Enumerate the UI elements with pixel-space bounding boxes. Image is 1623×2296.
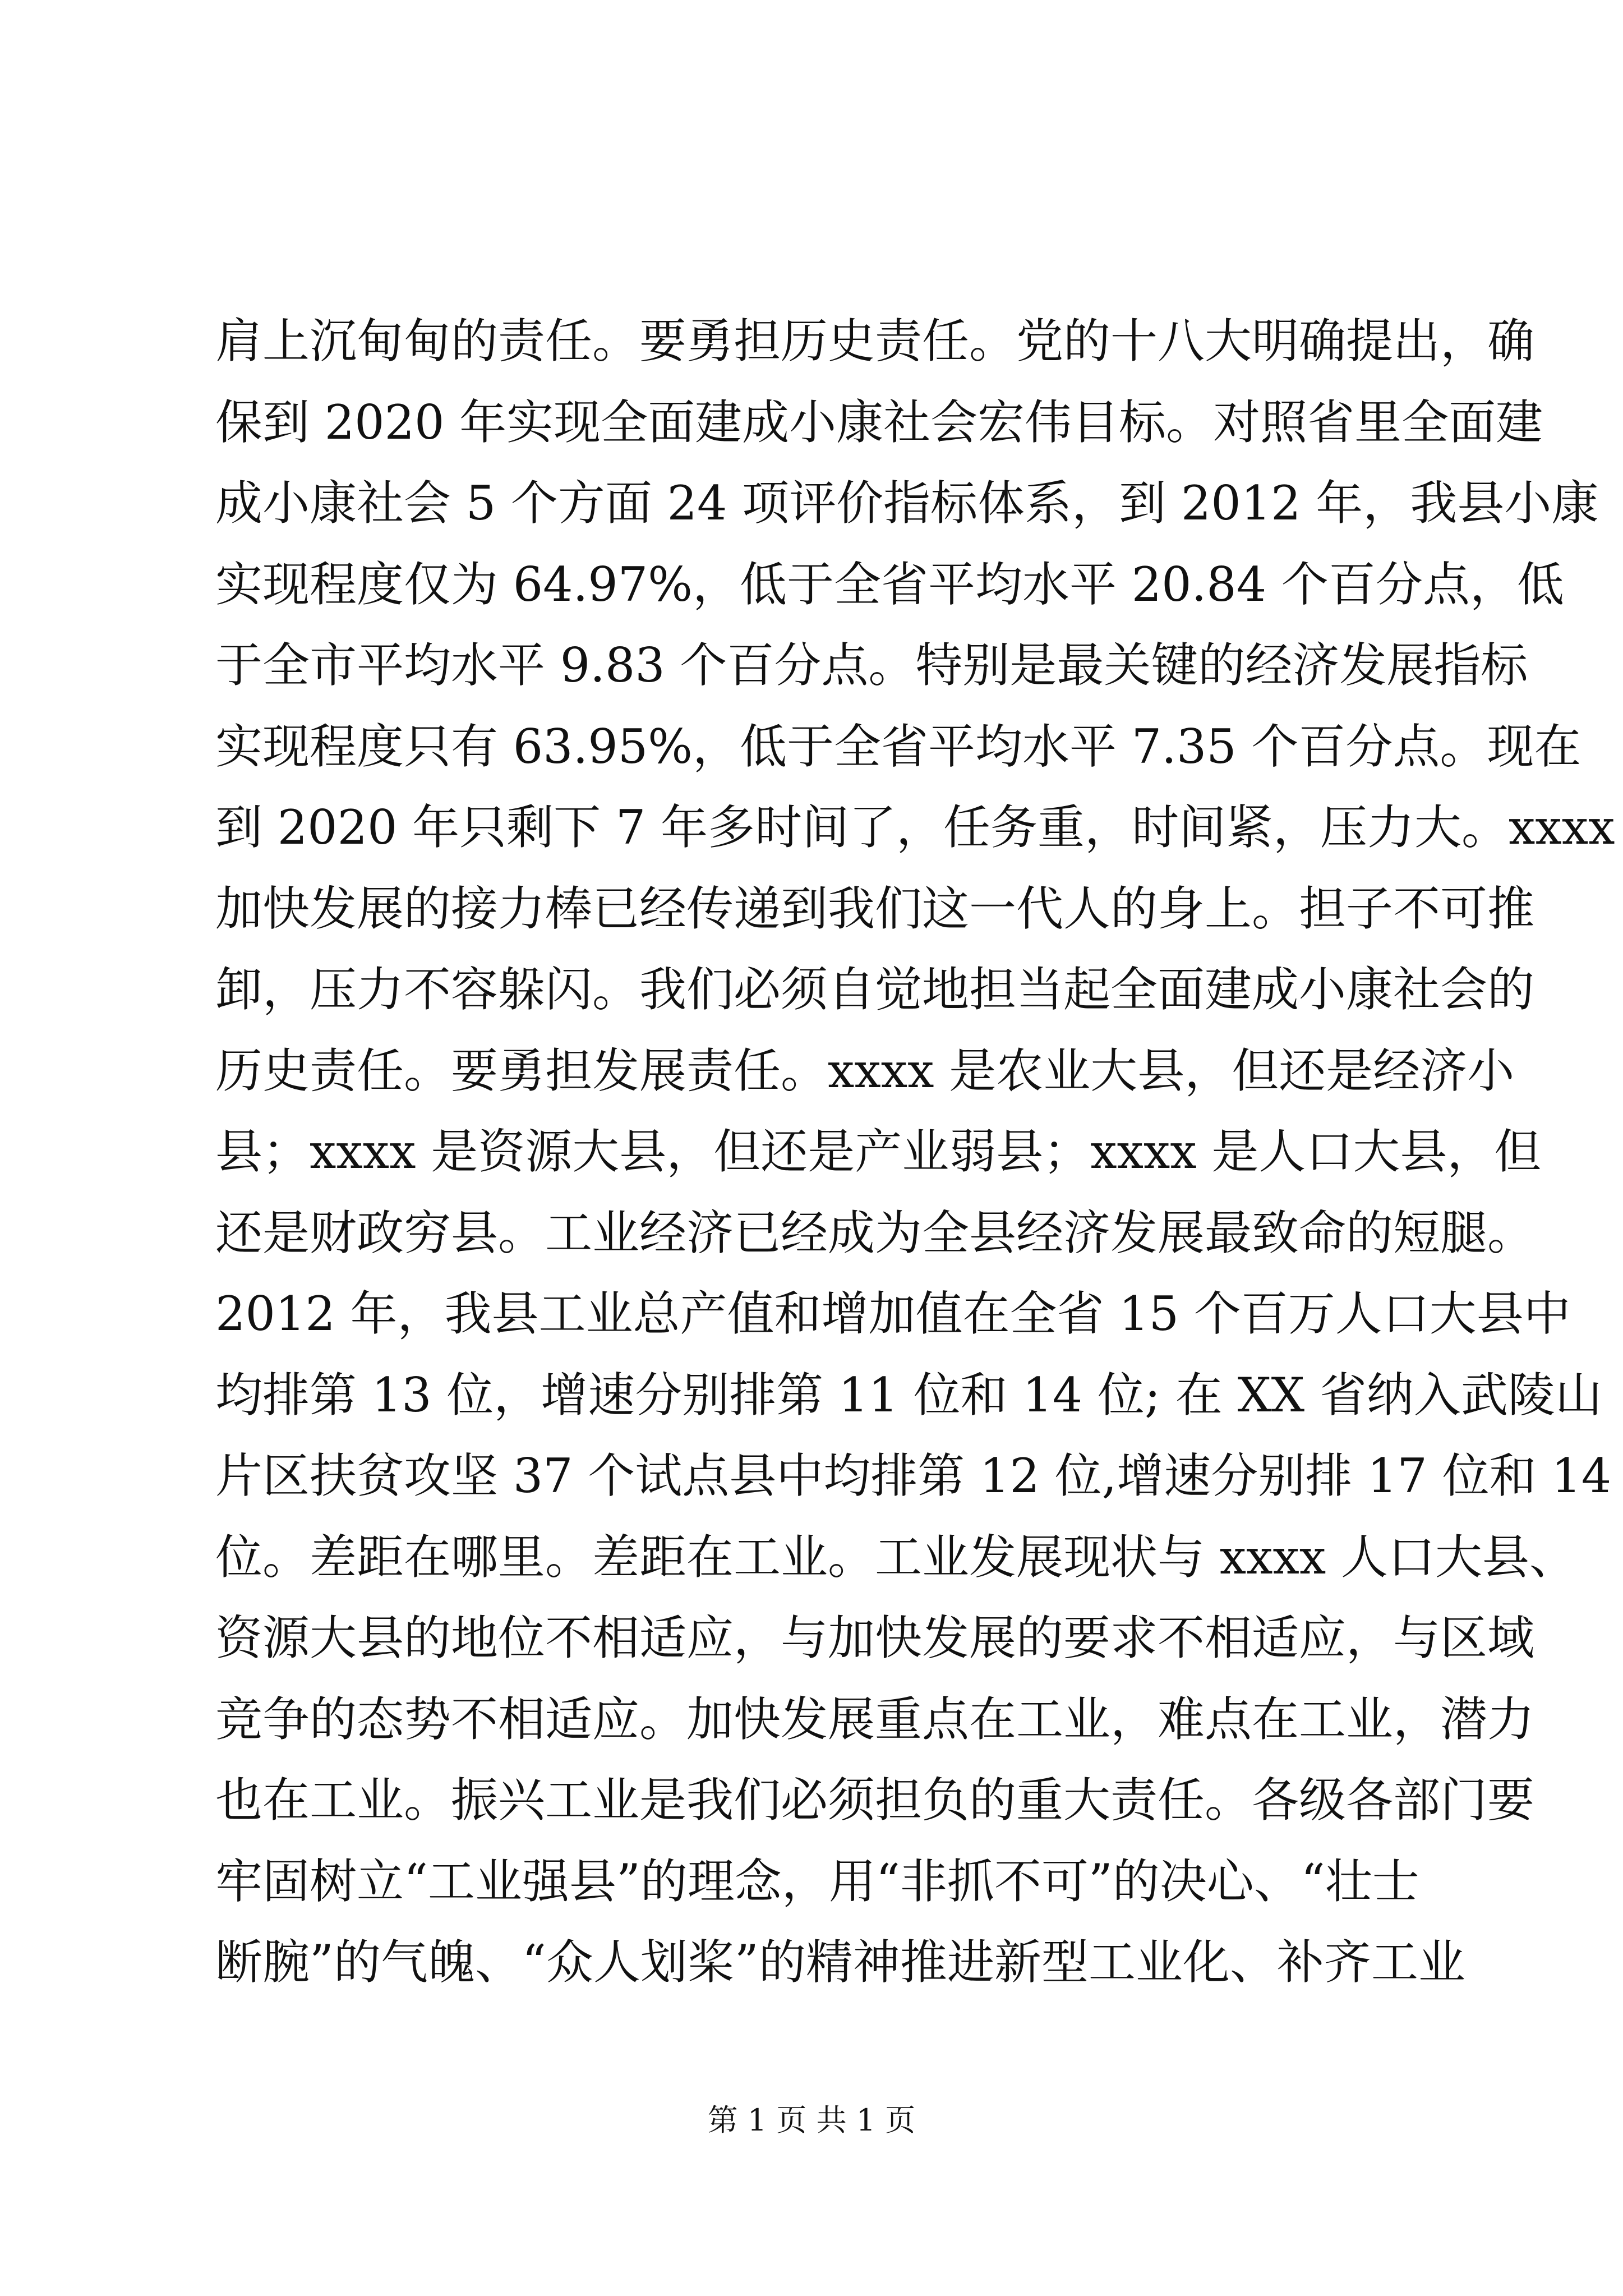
text-line: 实现程度仅为 64.97%，低于全省平均水平 20.84 个百分点，低 bbox=[215, 556, 1564, 612]
text-line: 卸，压力不容躲闪。我们必须自觉地担当起全面建成小康社会的 bbox=[215, 962, 1535, 1017]
text-line: 到 2020 年只剩下 7 年多时间了，任务重，时间紧，压力大。xxxx bbox=[215, 800, 1615, 855]
text-line: 位。差距在哪里。差距在工业。工业发展现状与 xxxx 人口大县、 bbox=[215, 1529, 1576, 1585]
text-line: 均排第 13 位，增速分别排第 11 位和 14 位; 在 XX 省纳入武陵山 bbox=[215, 1367, 1602, 1423]
text-line: 保到 2020 年实现全面建成小康社会宏伟目标。对照省里全面建 bbox=[215, 394, 1543, 450]
text-line: 历史责任。要勇担发展责任。xxxx 是农业大县，但还是经济小 bbox=[215, 1043, 1515, 1098]
page-footer: 第 1 页 共 1 页 bbox=[707, 2102, 916, 2138]
text-line: 成小康社会 5 个方面 24 项评价指标体系，到 2012 年，我县小康 bbox=[215, 476, 1599, 531]
text-line: 资源大县的地位不相适应，与加快发展的要求不相适应，与区域 bbox=[215, 1611, 1535, 1665]
text-line: 于全市平均水平 9.83 个百分点。特别是最关键的经济发展指标 bbox=[215, 638, 1528, 693]
text-line: 加快发展的接力棒已经传递到我们这一代人的身上。担子不可推 bbox=[215, 881, 1535, 936]
text-line: 片区扶贫攻坚 37 个试点县中均排第 12 位,增速分别排 17 位和 14 bbox=[215, 1448, 1612, 1503]
text-line: 竞争的态势不相适应。加快发展重点在工业，难点在工业，潜力 bbox=[215, 1691, 1535, 1747]
text-line: 肩上沉甸甸的责任。要勇担历史责任。党的十八大明确提出，确 bbox=[215, 314, 1535, 369]
text-line: 县；xxxx 是资源大县，但还是产业弱县；xxxx 是人口大县，但 bbox=[215, 1124, 1542, 1179]
body-paragraph bbox=[215, 301, 1615, 2003]
text-line: 实现程度只有 63.95%，低于全省平均水平 7.35 个百分点。现在 bbox=[215, 719, 1581, 774]
text-line: 还是财政穷县。工业经济已经成为全县经济发展最致命的短腿。 bbox=[215, 1205, 1535, 1260]
text-line: 牢固树立“工业强县”的理念，用“非抓不可”的决心、“壮士 bbox=[215, 1853, 1419, 1909]
text-line: 也在工业。振兴工业是我们必须担负的重大责任。各级各部门要 bbox=[215, 1773, 1535, 1828]
text-line: 断腕”的气魄、“众人划桨”的精神推进新型工业化、补齐工业 bbox=[215, 1935, 1465, 1990]
text-line: 2012 年，我县工业总产值和增加值在全省 15 个百万人口大县中 bbox=[215, 1286, 1571, 1341]
